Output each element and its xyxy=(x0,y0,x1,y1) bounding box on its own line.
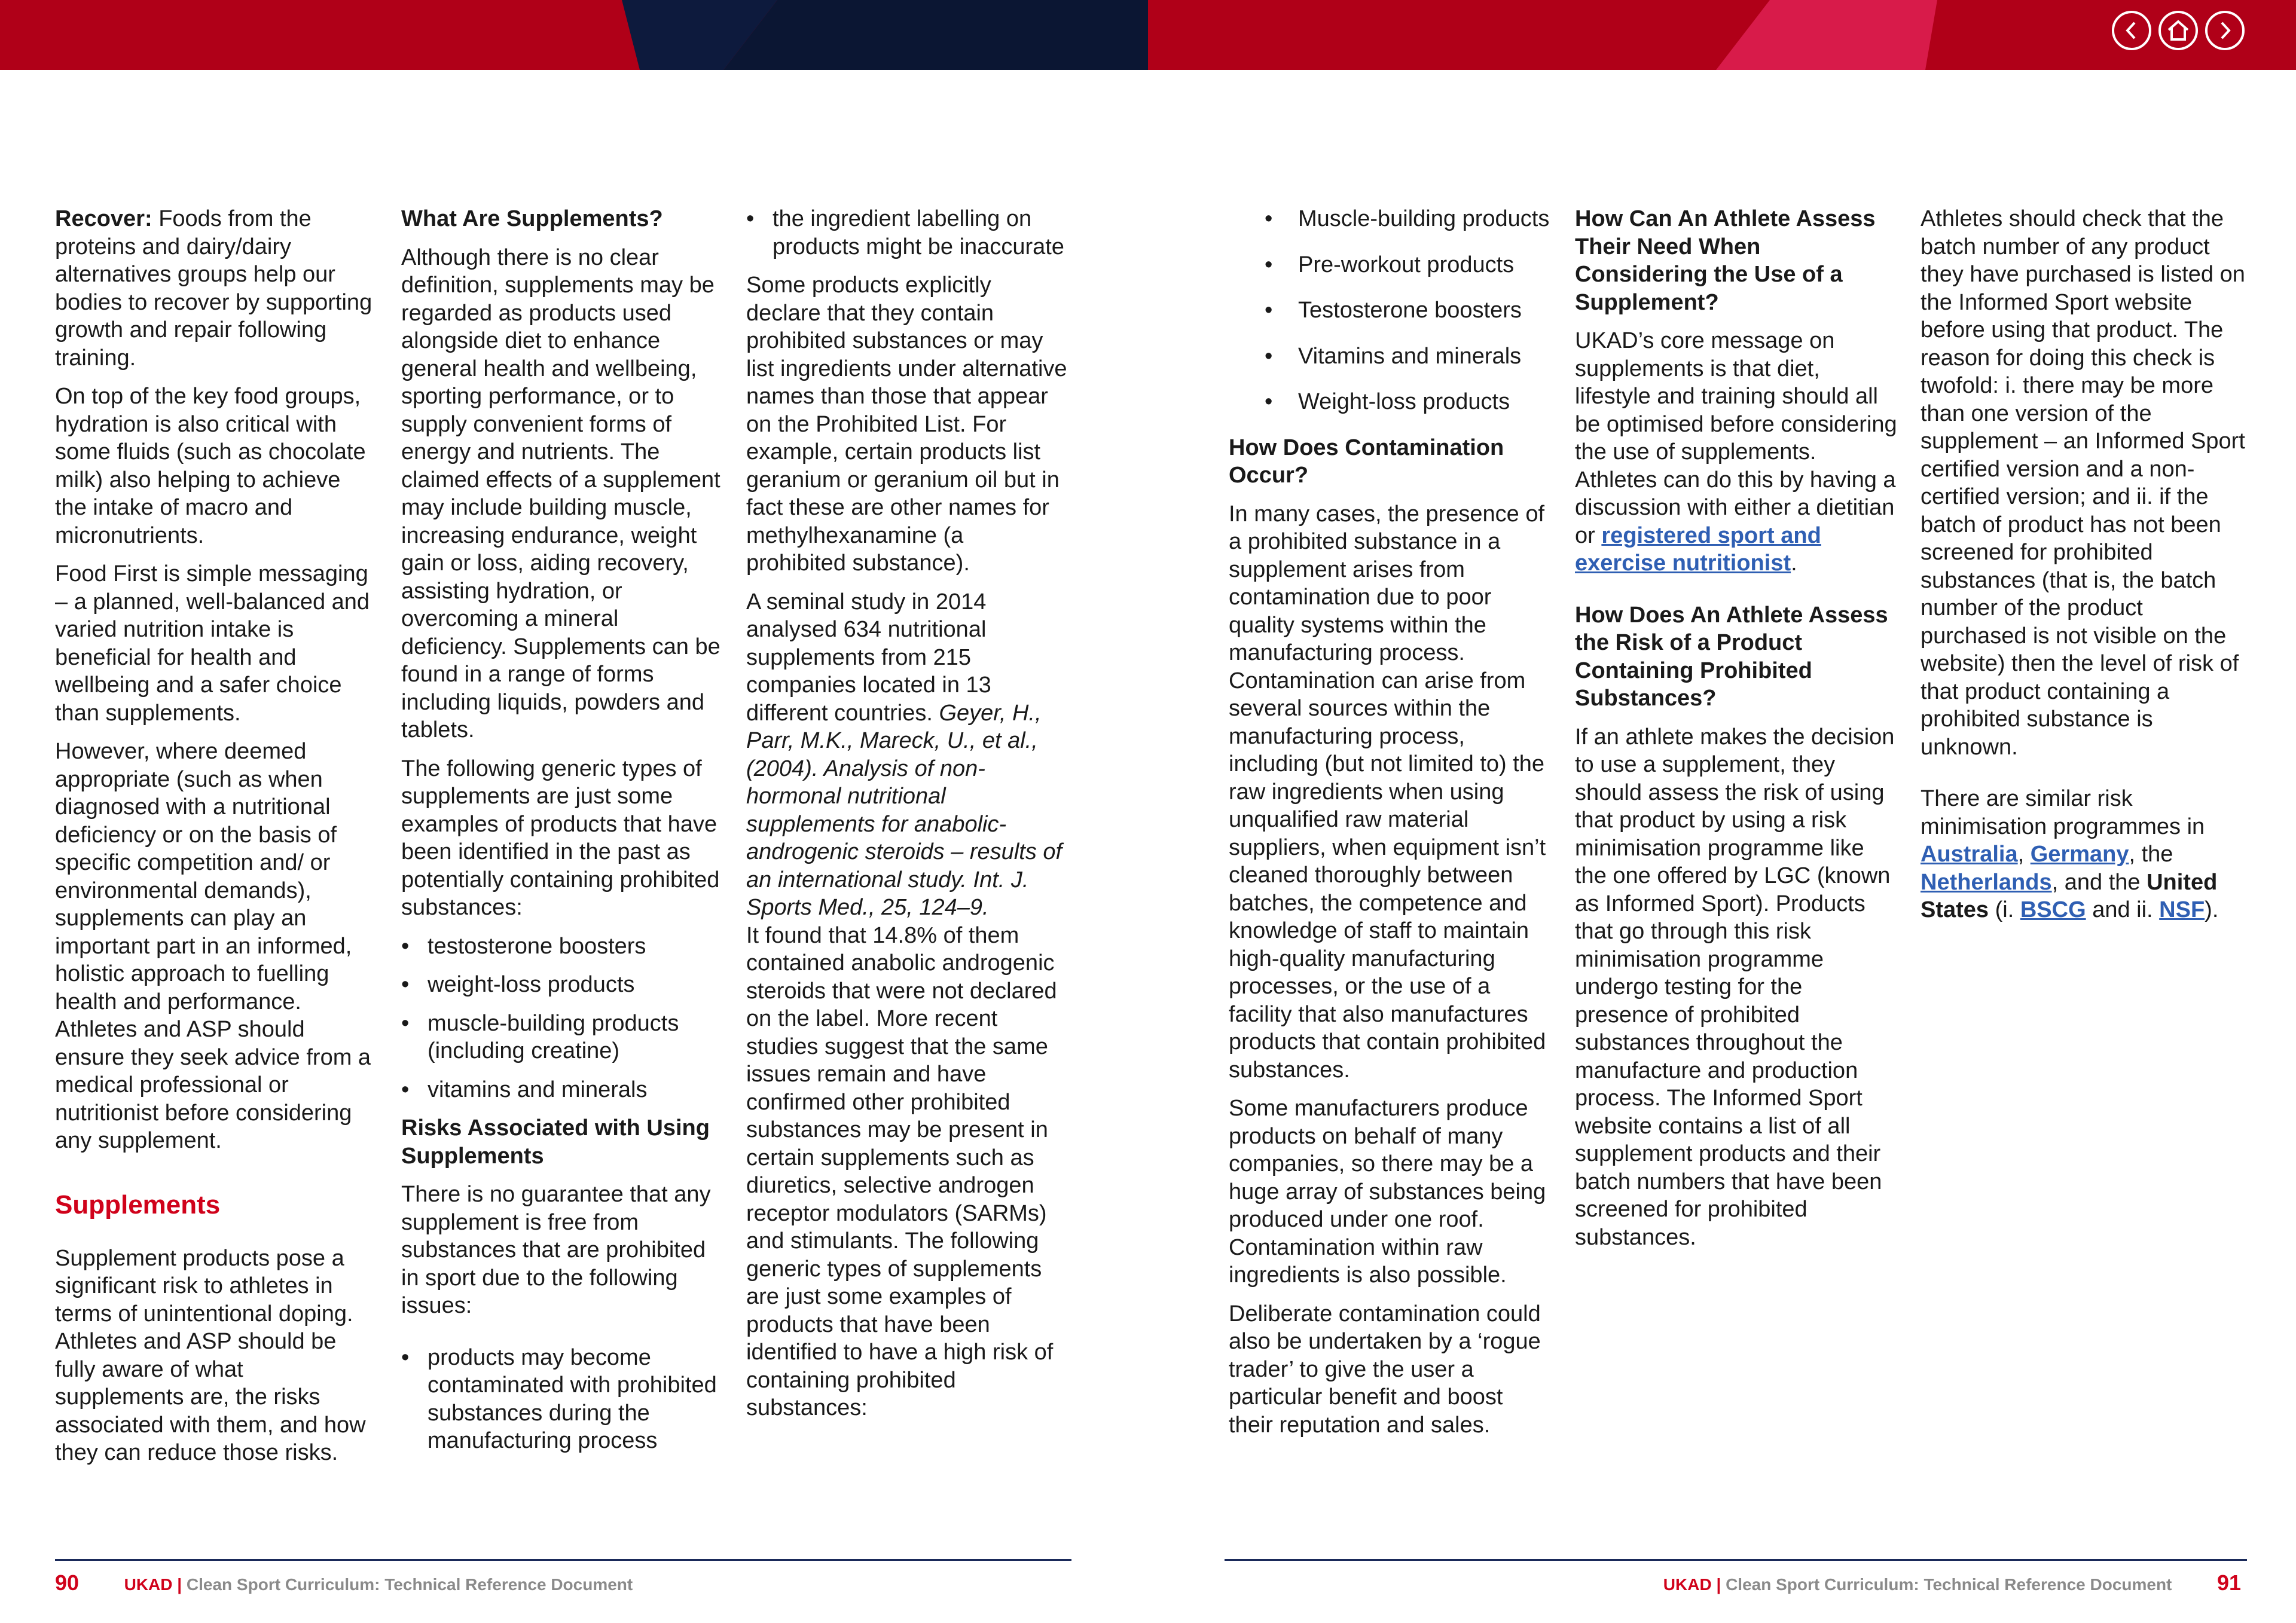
separator: (i. xyxy=(1989,897,2020,922)
footer-title: Clean Sport Curriculum: Technical Reference Document xyxy=(1726,1575,2172,1594)
list-item: • testosterone boosters xyxy=(401,933,724,961)
manufacturers-paragraph: Some manufacturers produce products on behalf of many companies, so there may be a huge array of substances being produced under one roof. Contamination within raw ingredients is also possible. xyxy=(1229,1096,1546,1288)
period: . xyxy=(1791,551,1797,576)
seminal-study-paragraph xyxy=(746,588,1069,1422)
netherlands-link[interactable]: Netherlands xyxy=(1921,869,2052,895)
generic-types-paragraph: The following generic types of supplements are just some examples of products that have been identified in the past as potentially containing prohibited substances: xyxy=(401,756,720,920)
issues-list xyxy=(401,1344,724,1455)
supplement-risk-paragraph: Supplement products pose a significant risk to athletes in terms of unintentional doping. Athletes and ASP should be fully aware of what supplements are, the risks associated with them, and how they can reduce those risks. xyxy=(55,1245,366,1465)
australia-link[interactable]: Australia xyxy=(1921,842,2018,867)
footer-title: Clean Sport Curriculum: Technical Reference Document xyxy=(186,1575,633,1594)
left-column-2 xyxy=(401,205,724,1466)
chevron-right-icon xyxy=(2216,20,2234,41)
page-number: 91 xyxy=(2216,1570,2241,1595)
list-item: • muscle-building products (including creatine) xyxy=(401,1010,724,1065)
page-number: 90 xyxy=(55,1570,80,1595)
separator: and ii. xyxy=(2086,897,2160,922)
heading-contamination: How Does Contamination Occur? xyxy=(1229,435,1504,488)
issues-list-continued xyxy=(746,205,1069,261)
study-intro: A seminal study in 2014 analysed 634 nutritional supplements from 215 companies located in 13 different countries. xyxy=(746,589,991,726)
left-column-1 xyxy=(55,205,378,1478)
explicit-declare-paragraph: Some products explicitly declare that they contain prohibited substances or may list ingredients under alternative names than those that appear on the Prohibited List. For example, certain products list geranium or geranium oil but in fact these are other names for methylhexanamine (a prohibited substance). xyxy=(746,273,1067,576)
core-message-paragraph xyxy=(1575,327,1898,577)
list-item: • products may become contaminated with prohibited substances during the manufacturing process xyxy=(401,1344,724,1455)
risk-programme-paragraph: If an athlete makes the decision to use a supplement, they should assess the risk of using that product by using a risk minimisation programme like the one offered by LGC (known as Informed Sport). Products that go through this risk minimisation programme undergo testing for the presence of prohibited substances throughout the manufacture and production process. The Informed Sport website contains a list of all supplement products and their batch numbers that have been screened for prohibited substances. xyxy=(1575,724,1895,1250)
footer-brand: UKAD xyxy=(1663,1575,1712,1594)
prev-page-button[interactable] xyxy=(2112,11,2151,50)
home-button[interactable] xyxy=(2158,11,2198,50)
right-column-1 xyxy=(1229,205,1552,1450)
right-footer xyxy=(1663,1572,2241,1596)
recover-text: Foods from the proteins and dairy/dairy alternatives groups help our bodies to recover by supporting growth and repair following training. xyxy=(55,206,373,371)
nutritionist-link[interactable]: registered sport and exercise nutritionist xyxy=(1575,522,1821,576)
food-first-paragraph: Food First is simple messaging – a planned, well-balanced and varied nutrition intake is beneficial for health and wellbeing and a safer choice than supplements. xyxy=(55,561,370,726)
right-column-3 xyxy=(1921,205,2246,935)
right-column-2 xyxy=(1575,205,1898,1262)
list-item: • Pre-workout products xyxy=(1265,251,1552,279)
page-navigation xyxy=(2112,11,2245,56)
recover-paragraph xyxy=(55,205,378,372)
heading-what-are-supplements: What Are Supplements? xyxy=(401,206,663,231)
separator: , xyxy=(2017,842,2031,867)
list-item: • Weight-loss products xyxy=(1265,388,1552,416)
programmes-intro: There are similar risk minimisation programmes in xyxy=(1921,786,2205,839)
separator: , the xyxy=(2129,842,2173,867)
contamination-paragraph: In many cases, the presence of a prohibited substance in a supplement arises from contamination due to poor quality systems within the manufacturing process. Contamination can arise from several sources within the manufacturing process, including (but not limited to) the raw ingredients when using unqualified raw material suppliers, when equipment isn’t cleaned thoroughly between batches, the competence and knowledge of staff to maintain high-quality manufacturing processes, or the use of a facility that also manufactures products that contain prohibited substances. xyxy=(1229,501,1546,1083)
hydration-paragraph: On top of the key food groups, hydration is also critical with some fluids (such as chocolate milk) also helping to achieve the intake of macro and micronutrients. xyxy=(55,384,366,548)
footer-brand: UKAD xyxy=(124,1575,173,1594)
united-states-label: United States xyxy=(1921,869,2218,922)
definition-paragraph: Although there is no clear definition, supplements may be regarded as products used alongside diet to enhance general health and wellbeing, sporting performance, or to supply convenient forms of energy and nutrients. The claimed effects of a supplement may include building muscle, increasing endurance, weight gain or loss, aiding recovery, assisting hydration, or overcoming a mineral deficiency. Supplements can be found in a range of forms including liquids, powders and tablets. xyxy=(401,244,720,742)
batch-number-paragraph: Athletes should check that the batch number of any product they have purchased is listed on the Informed Sport website before using that product. The reason for doing this check is twofold: i. there may be more than one version of the supplement – an Informed Sport certified version and a non-certified version; and ii. if the batch of product has not been screened for prohibited substances (that is, the batch number of the product purchased is not visible on the website) then the level of risk of that product containing a prohibited substance is unknown. xyxy=(1921,206,2245,760)
heading-assess-need: How Can An Athlete Assess Their Need When Considering the Use of a Supplement? xyxy=(1575,206,1876,315)
nsf-link[interactable]: NSF xyxy=(2159,897,2205,922)
study-citation: Geyer, H., Parr, M.K., Mareck, U., et al., (2004). Analysis of non-hormonal nutritional supplements for anabolic-androgenic steroids – results of an international study. Int. J. Sports Med., 25, 124–9. xyxy=(746,700,1062,920)
heading-assess-risk: How Does An Athlete Assess the Risk of a Product Containing Prohibited Substances? xyxy=(1575,602,1888,711)
list-item: • weight-loss products xyxy=(401,971,724,999)
closing: ). xyxy=(2205,897,2219,922)
high-risk-list xyxy=(1229,205,1552,416)
right-footer-rule xyxy=(1225,1559,2247,1561)
next-page-button[interactable] xyxy=(2205,11,2245,50)
list-item: • vitamins and minerals xyxy=(401,1076,724,1104)
list-item: • Testosterone boosters xyxy=(1265,297,1552,325)
deliberate-paragraph: Deliberate contamination could also be undertaken by a ‘rogue trader’ to give the user a particular benefit and boost their reputation and sales. xyxy=(1229,1301,1541,1438)
home-icon xyxy=(2166,19,2190,42)
left-column-3 xyxy=(746,205,1069,1433)
no-guarantee-paragraph: There is no guarantee that any supplement is free from substances that are prohibited in sport due to the following issues: xyxy=(401,1182,711,1318)
header-banner xyxy=(0,0,2296,70)
list-item: • Vitamins and minerals xyxy=(1265,343,1552,371)
germany-link[interactable]: Germany xyxy=(2030,842,2129,867)
study-findings: It found that 14.8% of them contained anabolic androgenic steroids that were not declared on the label. More recent studies suggest that the same issues remain and have confirmed other prohibited substances may be present in certain supplements such as diuretics, selective androgen receptor modulators (SARMs) and stimulants. The following generic types of supplements are just some examples of products that have been identified to have a high risk of containing prohibited substances: xyxy=(746,922,1057,1420)
footer-separator: | xyxy=(1716,1575,1721,1594)
list-item: • the ingredient labelling on products might be inaccurate xyxy=(746,205,1069,261)
left-footer-rule xyxy=(55,1559,1071,1561)
separator: , and the xyxy=(2051,869,2147,895)
bscg-link[interactable]: BSCG xyxy=(2020,897,2086,922)
heading-risks: Risks Associated with Using Supplements xyxy=(401,1115,710,1169)
similar-programmes-paragraph xyxy=(1921,785,2246,924)
left-footer xyxy=(55,1572,633,1596)
section-title-supplements: Supplements xyxy=(55,1190,221,1219)
generic-types-list xyxy=(401,933,724,1104)
chevron-left-icon xyxy=(2123,20,2141,41)
appropriate-paragraph: However, where deemed appropriate (such as when diagnosed with a nutritional deficiency or on the basis of specific competition and/ or environmental demands), supplements can play an important part in an informed, holistic approach to fuelling health and performance. Athletes and ASP should ensure they seek advice from a medical professional or nutritionist before considering any supplement. xyxy=(55,739,371,1153)
recover-label: Recover: xyxy=(55,206,152,231)
footer-separator: | xyxy=(177,1575,182,1594)
list-item: • Muscle-building products xyxy=(1265,205,1552,233)
core-message-text: UKAD’s core message on supplements is that diet, lifestyle and training should all be optimised before considering the use of supplements. Athletes can do this by having a discussion with either a dietitian or xyxy=(1575,328,1897,548)
